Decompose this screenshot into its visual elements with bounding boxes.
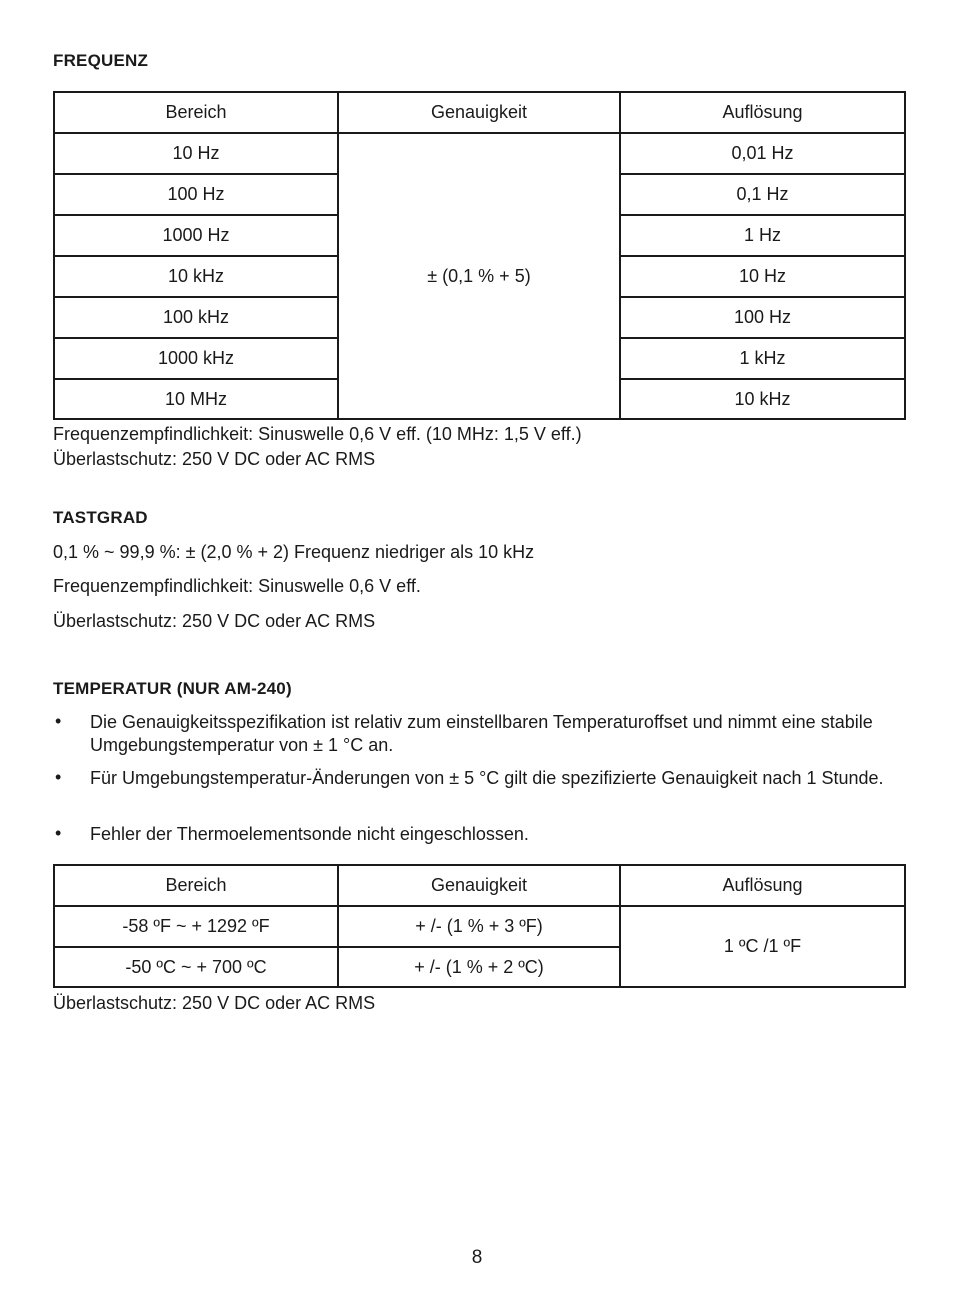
header-range: Bereich bbox=[54, 92, 338, 133]
frequenz-heading: FREQUENZ bbox=[53, 51, 149, 70]
cell-accuracy: + /- (1 % + 2 ºC) bbox=[338, 947, 620, 987]
cell-resolution: 1 kHz bbox=[620, 338, 905, 379]
bullet-text: Die Genauigkeitsspezifikation ist relativ zum einstellbaren Temperaturoffset und nimmt eine stabile Umgebungstemperatur von ± 1 °C an. bbox=[90, 712, 873, 755]
duty-overload-note: Überlastschutz: 250 V DC oder AC RMS bbox=[53, 611, 376, 631]
page-number: 8 bbox=[471, 1247, 483, 1268]
duty-sensitivity-note: Frequenzempfindlichkeit: Sinuswelle 0,6 V eff. bbox=[53, 576, 421, 596]
table-row bbox=[54, 133, 905, 174]
header-resolution: Auflösung bbox=[620, 865, 905, 906]
cell-resolution: 0,1 Hz bbox=[620, 174, 905, 215]
cell-range: 10 MHz bbox=[54, 379, 338, 419]
table-row bbox=[54, 906, 905, 947]
cell-range: 100 kHz bbox=[54, 297, 338, 338]
bullet-marker: • bbox=[55, 767, 62, 787]
cell-range: -50 ºC ~ + 700 ºC bbox=[54, 947, 338, 987]
cell-resolution: 10 Hz bbox=[620, 256, 905, 297]
cell-resolution-merged: 1 ºC /1 ºF bbox=[620, 906, 905, 987]
cell-range: 10 kHz bbox=[54, 256, 338, 297]
table-header-row bbox=[54, 92, 905, 133]
cell-resolution: 100 Hz bbox=[620, 297, 905, 338]
cell-range: 100 Hz bbox=[54, 174, 338, 215]
duty-cycle-accuracy: 0,1 % ~ 99,9 %: ± (2,0 % + 2) Frequenz niedriger als 10 kHz bbox=[53, 542, 535, 562]
cell-range: 1000 kHz bbox=[54, 338, 338, 379]
header-accuracy: Genauigkeit bbox=[338, 865, 620, 906]
cell-resolution: 1 Hz bbox=[620, 215, 905, 256]
overload-protection-note: Überlastschutz: 250 V DC oder AC RMS bbox=[53, 449, 376, 469]
cell-range: 1000 Hz bbox=[54, 215, 338, 256]
bullet-text: Fehler der Thermoelementsonde nicht eingeschlossen. bbox=[90, 824, 529, 844]
header-resolution: Auflösung bbox=[620, 92, 905, 133]
cell-range: -58 ºF ~ + 1292 ºF bbox=[54, 906, 338, 947]
temperature-table bbox=[53, 864, 906, 988]
header-accuracy: Genauigkeit bbox=[338, 92, 620, 133]
temperatur-heading: TEMPERATUR (NUR AM-240) bbox=[53, 679, 292, 698]
cell-accuracy: + /- (1 % + 3 ºF) bbox=[338, 906, 620, 947]
bullet-marker: • bbox=[55, 823, 62, 843]
cell-resolution: 10 kHz bbox=[620, 379, 905, 419]
temperature-overload-note: Überlastschutz: 250 V DC oder AC RMS bbox=[53, 993, 376, 1013]
header-range: Bereich bbox=[54, 865, 338, 906]
cell-resolution: 0,01 Hz bbox=[620, 133, 905, 174]
table-header-row bbox=[54, 865, 905, 906]
cell-accuracy-merged: ± (0,1 % + 5) bbox=[338, 133, 620, 419]
bullet-text: Für Umgebungstemperatur-Änderungen von ± 5 °C gilt die spezifizierte Genauigkeit nach 1 Stunde. bbox=[90, 768, 884, 788]
bullet-marker: • bbox=[55, 711, 62, 731]
frequency-sensitivity-note: Frequenzempfindlichkeit: Sinuswelle 0,6 V eff. (10 MHz: 1,5 V eff.) bbox=[53, 424, 582, 444]
frequency-table bbox=[53, 91, 906, 420]
tastgrad-heading: TASTGRAD bbox=[53, 508, 148, 527]
cell-range: 10 Hz bbox=[54, 133, 338, 174]
